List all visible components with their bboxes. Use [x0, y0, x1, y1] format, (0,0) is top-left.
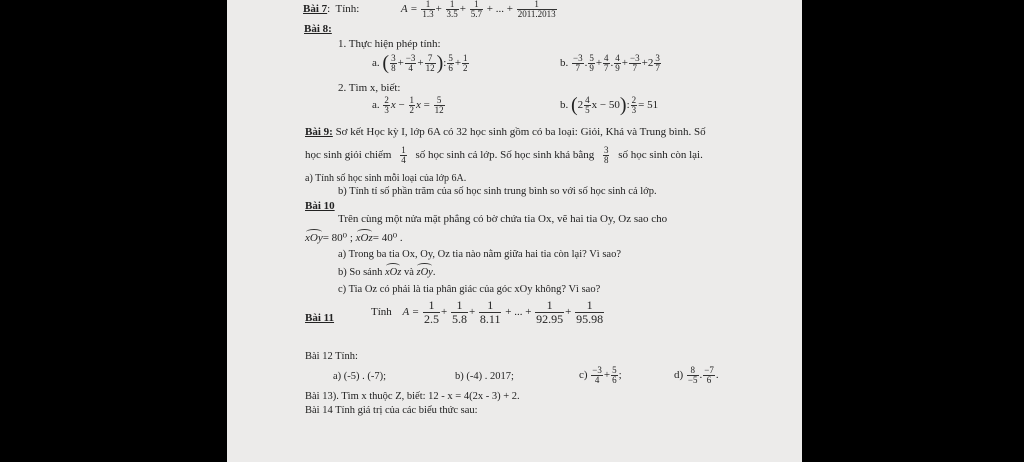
b10-title: Bài 10 [305, 200, 335, 212]
b9-line-1: Bài 9: Sơ kết Học kỳ I, lớp 6A có 32 học sinh gồm có ba loại: Giỏi, Khá và Trung bình. Số [305, 126, 706, 138]
b10-line-2: xOy= 80⁰ ; xOz= 40⁰ . [305, 232, 403, 244]
b8-2b: b. (2 $\frac{4}{5}$ x − 50): $\frac{2}{3}$ = 51 [560, 94, 659, 116]
b12-a: a) (-5) . (-7); [333, 371, 387, 382]
b11-title: Bài 11 [305, 312, 335, 324]
b9-title: Bài 9: [305, 126, 333, 138]
b7-word: Tính: [335, 3, 360, 16]
b8-1b: b. $\frac{-3}{7}$ . $\frac{5}{9}$ + $\frac{4}{7}$ . $\frac{4}{9}$ + $\frac{-3}{7}$ +2 $\frac{3}{7}$ [560, 53, 660, 73]
b13: Bài 13). Tìm x thuộc Z, biết: 12 - x = 4(2x - 3) + 2. [305, 391, 520, 402]
b8-1a: a. ( $\frac{3}{8}$ + $\frac{-3}{4}$ + $\frac{7}{12}$ ): $\frac{5}{6}$ + $\frac{1}{2}$ [372, 52, 468, 74]
b8-q2: 2. Tìm x, biết: [338, 82, 401, 94]
b12-c: c) $\frac{-3}{4}$ + $\frac{5}{6}$ ; [579, 365, 622, 385]
b9-line-2: học sinh giỏi chiếm $\frac{1}{4}$ số học sinh cả lớp. Số học sinh khá bằng $\frac{3}{8}$ số học sinh còn lại. [305, 145, 703, 165]
b7-frac-2: $\frac{1}{3.5}$ [446, 0, 458, 19]
b10-qa: a) Trong ba tia Ox, Oy, Oz tia nào nằm giữa hai tia còn lại? Vì sao? [338, 249, 621, 260]
b8-q1: 1. Thực hiện phép tính: [338, 38, 441, 50]
b8-2a: a. $\frac{2}{3}$ x − $\frac{1}{2}$ x = $\frac{5}{12}$ [372, 95, 444, 115]
b10-qc: c) Tia Oz có phải là tia phân giác của góc xOy không? Vì sao? [338, 284, 601, 295]
b10-line-1: Trên cùng một nửa mặt phẳng có bờ chứa tia Ox, vẽ hai tia Oy, Oz sao cho [338, 213, 668, 225]
b7-frac-1: $\frac{1}{1.3}$ [422, 0, 434, 19]
b7-line: Bài 7: Tính: A = $\frac{1}{1.3}$ + $\frac{1}{3.5}$ + $\frac{1}{5.7}$ + ... + $\frac{1}{2011.2013}$ [303, 0, 556, 19]
b7-var: A = [400, 3, 418, 16]
b14: Bài 14 Tính giá trị của các biểu thức sau: [305, 405, 478, 416]
b7-title: Bài 7 [303, 3, 328, 16]
worksheet-paper [227, 0, 802, 462]
b8-title: Bài 8: [304, 23, 332, 35]
b7-frac-3: $\frac{1}{5.7}$ [470, 0, 483, 19]
b12-b: b) (-4) . 2017; [455, 371, 514, 382]
b7-frac-4: $\frac{1}{2011.2013}$ [517, 0, 556, 19]
b12-title: Bài 12 Tính: [305, 351, 358, 362]
b11-expr: Tính A = $\frac{1}{2.5}$ + $\frac{1}{5.8}$ + $\frac{1}{8.11}$ + ... + $\frac{1}{92.95}$ + $\frac{1}{95.98}$ [371, 298, 604, 326]
b9-qa: a) Tính số học sinh mỗi loại của lớp 6A. [305, 173, 467, 184]
b10-qb: b) So sánh xOz và zOy. [338, 267, 436, 278]
b9-qb: b) Tính tỉ số phần trăm của số học sinh trung bình so với số học sinh cả lớp. [338, 186, 657, 197]
b12-d: d) $\frac{8}{-5}$ . $\frac{-7}{6}$ . [674, 365, 719, 385]
